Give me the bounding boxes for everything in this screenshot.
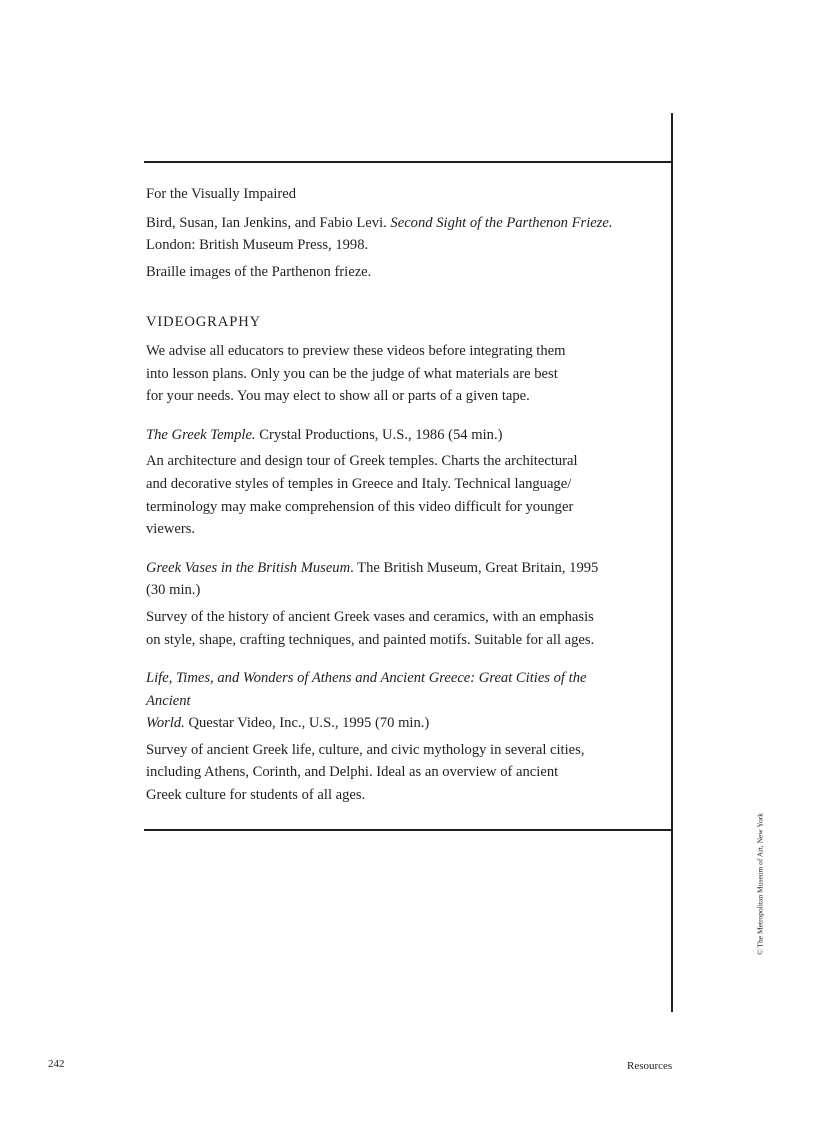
visually-impaired-subheading: For the Visually Impaired [146,186,297,202]
video-source: . The British Museum, Great Britain, 1995 [350,559,599,576]
desc-line: and decorative styles of temples in Greece and Italy. Technical language/ [146,475,572,492]
video-title: Greek Vases in the British Museum [146,559,351,576]
braille-entry-description: Braille images of the Parthenon frieze. [146,263,372,280]
intro-line-3: for your needs. You may elect to show all or parts of a given tape. [146,388,530,405]
desc-line: including Athens, Corinth, and Delphi. Ideal as an overview of ancient [146,764,559,781]
intro-line-2: into lesson plans. Only you can be the judge of what materials are best [146,365,558,382]
video-title-continued: World. [146,715,185,732]
bottom-horizontal-rule [144,829,672,831]
videography-heading: VIDEOGRAPHY [146,314,262,331]
video-entry-description [146,606,626,651]
citation-authors: Bird, Susan, Ian Jenkins, and Fabio Levi. [146,214,391,231]
top-horizontal-rule [144,161,672,163]
video-entry-description [146,450,626,540]
intro-line-1: We advise all educators to preview these videos before integrating them [146,342,566,359]
video-source: Questar Video, Inc., U.S., 1995 (70 min.) [184,715,430,732]
citation-publisher: London: British Museum Press, 1998. [146,237,369,254]
video-source: Crystal Productions, U.S., 1986 (54 min.) [255,426,503,443]
video-entry-description [146,739,626,807]
video-duration: (30 min.) [146,582,201,599]
main-content [146,183,626,807]
video-entry-heading [146,424,626,447]
desc-line: Survey of the history of ancient Greek vases and ceramics, with an emphasis [146,608,594,625]
vertical-rule [671,113,673,1012]
desc-line: viewers. [146,521,196,538]
copyright-credit: © The Metropolitan Museum of Art, New York [755,812,765,956]
videography-intro [146,340,626,408]
desc-line: An architecture and design tour of Greek temples. Charts the architectural [146,453,578,470]
video-title: Life, Times, and Wonders of Athens and Ancient Greece: Great Cities of the Ancient [146,670,587,709]
citation-title: Second Sight of the Parthenon Frieze. [390,214,613,231]
braille-entry-citation [146,212,626,257]
desc-line: Survey of ancient Greek life, culture, and civic mythology in several cities, [146,741,585,758]
page-number: 242 [48,1058,65,1070]
video-title: The Greek Temple. [146,426,256,443]
video-entry-heading [146,667,626,735]
video-entry-heading [146,557,626,602]
desc-line: Greek culture for students of all ages. [146,787,366,804]
desc-line: terminology may make comprehension of this video difficult for younger [146,498,574,515]
running-footer: Resources [627,1060,673,1072]
desc-line: on style, shape, crafting techniques, and painted motifs. Suitable for all ages. [146,631,595,648]
